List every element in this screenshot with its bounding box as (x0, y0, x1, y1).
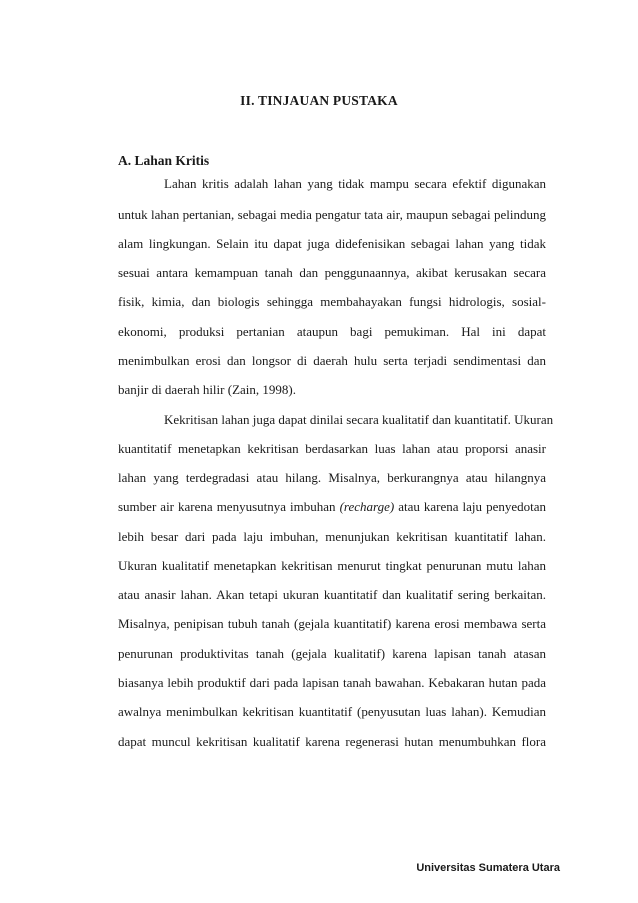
section-heading: A. Lahan Kritis (118, 153, 210, 168)
paragraph-1-line: menimbulkan erosi dan longsor di daerah hulu serta terjadi sendimentasi dan (118, 353, 546, 368)
chapter-title: II. TINJAUAN PUSTAKA (240, 93, 398, 108)
paragraph-2-line: biasanya lebih produktif dari pada lapisan tanah bawahan. Kebakaran hutan pada (118, 675, 546, 690)
paragraph-1-line: fisik, kimia, dan biologis sehingga membahayakan fungsi hidrologis, sosial- (118, 294, 546, 309)
paragraph-2-line: atau anasir lahan. Akan tetapi ukuran kuantitatif dan kualitatif sering berkaitan. (118, 587, 546, 602)
paragraph-2-line: Ukuran kualitatif menetapkan kekritisan menurut tingkat penurunan mutu lahan (118, 558, 546, 573)
paragraph-1-line: Lahan kritis adalah lahan yang tidak mampu secara efektif digunakan (164, 176, 546, 191)
paragraph-2-line: awalnya menimbulkan kekritisan kuantitatif (penyusutan luas lahan). Kemudian (118, 704, 546, 719)
paragraph-2-line: dapat muncul kekritisan kualitatif karena regenerasi hutan menumbuhkan flora (118, 734, 546, 749)
paragraph-2-line: Kekritisan lahan juga dapat dinilai secara kualitatif dan kuantitatif. Ukuran (164, 412, 554, 427)
paragraph-1-line: untuk lahan pertanian, sebagai media pengatur tata air, maupun sebagai pelindung (118, 207, 546, 222)
paragraph-2-line: penurunan produktivitas tanah (gejala kualitatif) karena lapisan tanah atasan (118, 646, 546, 661)
paragraph-1-line: alam lingkungan. Selain itu dapat juga didefenisikan sebagai lahan yang tidak (118, 236, 546, 251)
footer-institution: Universitas Sumatera Utara (416, 862, 560, 874)
paragraph-2-line: Misalnya, penipisan tubuh tanah (gejala kuantitatif) karena erosi membawa serta (118, 616, 546, 631)
line-text: sumber air karena menyusutnya imbuhan (118, 499, 340, 514)
paragraph-1-line: ekonomi, produksi pertanian ataupun bagi pemukiman. Hal ini dapat (118, 324, 546, 339)
paragraph-2-line: lebih besar dari pada laju imbuhan, menunjukan kekritisan kuantitatif lahan. (118, 529, 546, 544)
italic-term: (recharge) (339, 499, 395, 514)
paragraph-2-line: lahan yang terdegradasi atau hilang. Misalnya, berkurangnya atau hilangnya (118, 470, 546, 485)
line-text: atau karena laju penyedotan (394, 499, 546, 514)
paragraph-2-line: kuantitatif menetapkan kekritisan berdasarkan luas lahan atau proporsi anasir (118, 441, 546, 456)
paragraph-1-line: sesuai antara kemampuan tanah dan penggunaannya, akibat kerusakan secara (118, 265, 546, 280)
paragraph-1-line: banjir di daerah hilir (Zain, 1998). (118, 382, 296, 397)
paragraph-2-line (118, 499, 546, 515)
